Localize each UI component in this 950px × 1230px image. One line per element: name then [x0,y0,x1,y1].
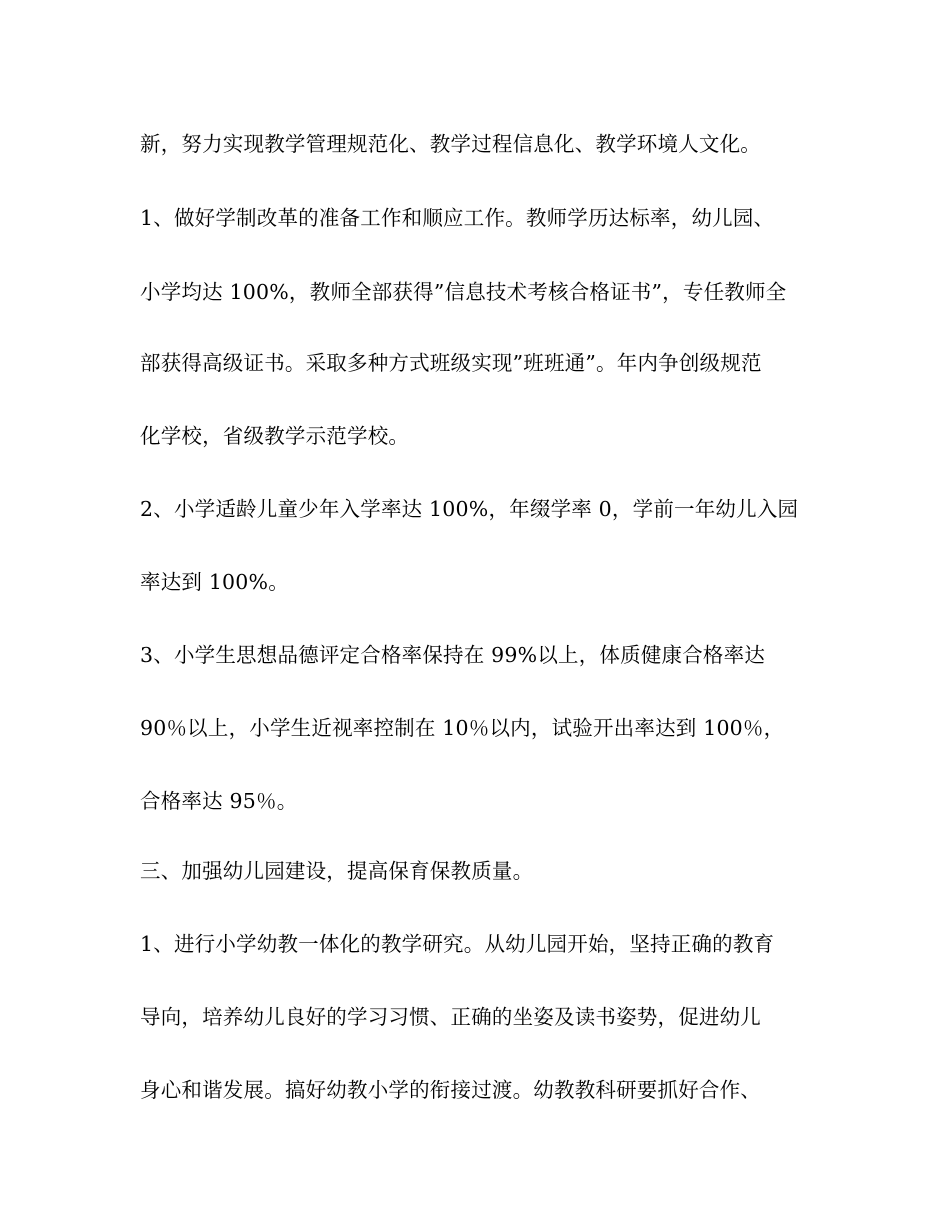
text-line: 合格率达 95％。 [140,789,298,813]
text-line: 3、小学生思想品德评定合格率保持在 99%以上，体质健康合格率达 [140,643,766,667]
text-line: 小学均达 100%，教师全部获得”信息技术考核合格证书”，专任教师全 [140,280,787,304]
text-line: 90％以上，小学生近视率控制在 10％以内，试验开出率达到 100％， [140,716,785,740]
text-line: 1、做好学制改革的准备工作和顺应工作。教师学历达标率，幼儿园、 [140,206,775,230]
text-line: 化学校，省级教学示范学校。 [140,424,410,448]
text-line: 导向，培养幼儿良好的学习习惯、正确的坐姿及读书姿势，促进幼儿 [140,1005,761,1029]
section-heading: 三、加强幼儿园建设，提高保育保教质量。 [140,859,534,883]
text-line: 身心和谐发展。搞好幼教小学的衔接过渡。幼教教科研要抓好合作、 [140,1078,761,1102]
text-line: 1、进行小学幼教一体化的教学研究。从幼儿园开始，坚持正确的教育 [140,932,775,956]
text-line: 率达到 100%。 [140,570,289,594]
text-line: 2、小学适龄儿童少年入学率达 100%，年缀学率 0，学前一年幼儿入园 [140,497,799,521]
text-line: 新，努力实现教学管理规范化、教学过程信息化、教学环境人文化。 [140,132,761,156]
text-line: 部获得高级证书。采取多种方式班级实现”班班通”。年内争创级规范 [140,351,762,375]
